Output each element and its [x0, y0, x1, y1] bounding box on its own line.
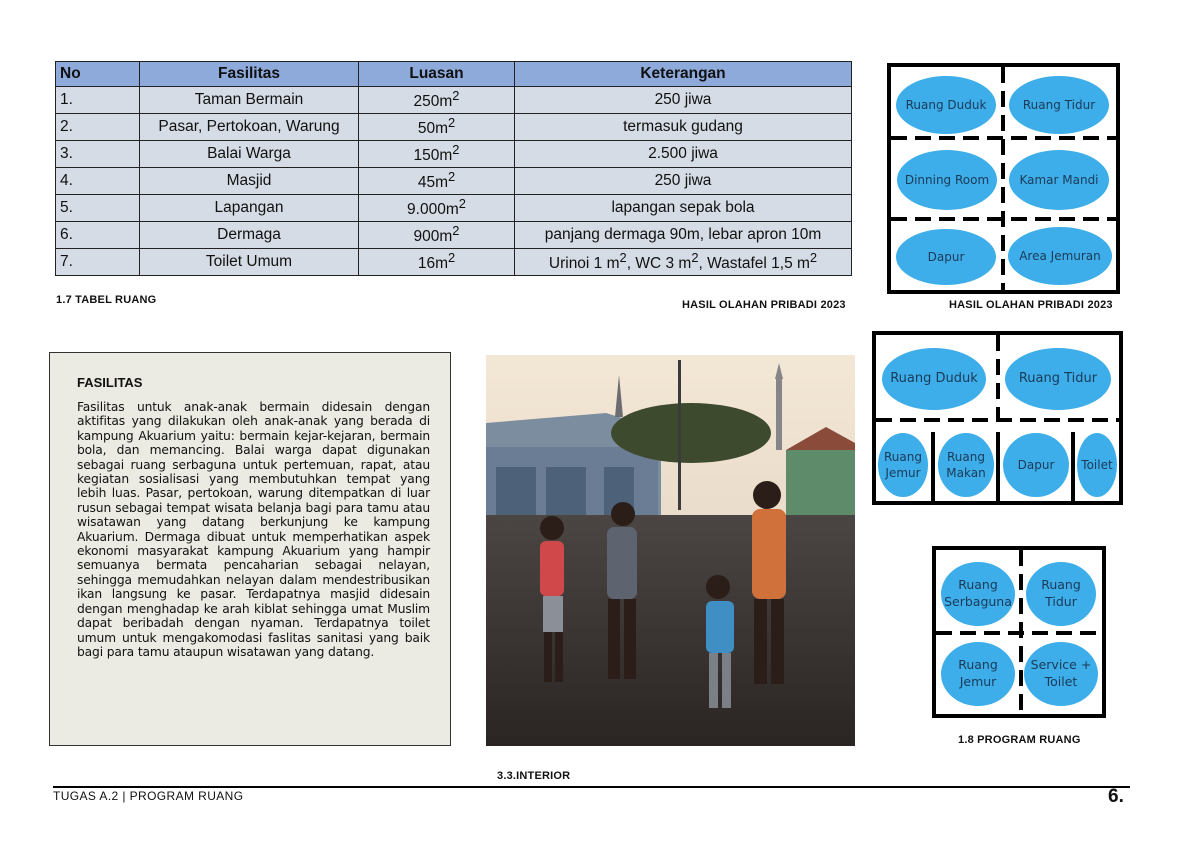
cell-facility: Dermaga [140, 222, 359, 249]
room-ruang-duduk: Ruang Duduk [896, 76, 996, 134]
room-dapur: Dapur [896, 229, 996, 285]
table-header-row [56, 62, 852, 87]
table-row [56, 114, 852, 141]
table-row [56, 222, 852, 249]
cell-no: 7. [56, 249, 140, 276]
cell-note: panjang dermaga 90m, lebar apron 10m [515, 222, 852, 249]
room-ruang-serbaguna: Ruang Serbaguna [941, 562, 1015, 626]
floor-plan-3 [932, 546, 1106, 718]
cell-area: $50m^2$ [359, 114, 515, 141]
room-toilet: Toilet [1077, 433, 1117, 497]
room-ruang-tidur: Ruang Tidur [1026, 562, 1096, 626]
cell-facility: Masjid [140, 168, 359, 195]
footer-title: TUGAS A.2 | PROGRAM RUANG [53, 789, 244, 803]
room-service-toilet: Service + Toilet [1024, 642, 1098, 706]
table-row [56, 249, 852, 276]
table-row [56, 195, 852, 222]
cell-note: Urinoi 1 $m^2$, WC 3 $m^2$, Wastafel 1,5 $m^2$ [515, 249, 852, 276]
cell-note: lapangan sepak bola [515, 195, 852, 222]
cell-area: $900m^2$ [359, 222, 515, 249]
cell-no: 4. [56, 168, 140, 195]
cell-no: 6. [56, 222, 140, 249]
table-caption: 1.7 TABEL RUANG [56, 294, 157, 306]
header-note: Keterangan [515, 62, 852, 87]
table-row [56, 87, 852, 114]
cell-no: 3. [56, 141, 140, 168]
room-ruang-jemur: Ruang Jemur [878, 433, 928, 497]
cell-facility: Toilet Umum [140, 249, 359, 276]
program-caption: 1.8 PROGRAM RUANG [958, 734, 1081, 746]
room-dinning-room: Dinning Room [897, 150, 997, 210]
room-kamar-mandi: Kamar Mandi [1009, 150, 1109, 210]
cell-no: 5. [56, 195, 140, 222]
room-ruang-makan: Ruang Makan [938, 433, 994, 497]
room-ruang-tidur: Ruang Tidur [1005, 348, 1111, 410]
cell-no: 2. [56, 114, 140, 141]
room-ruang-duduk: Ruang Duduk [882, 348, 986, 410]
room-dapur: Dapur [1003, 433, 1069, 497]
cell-facility: Lapangan [140, 195, 359, 222]
table-row [56, 168, 852, 195]
cell-area: $250m^2$ [359, 87, 515, 114]
cell-facility: Pasar, Pertokoan, Warung [140, 114, 359, 141]
cell-facility: Balai Warga [140, 141, 359, 168]
cell-note: termasuk gudang [515, 114, 852, 141]
header-no: No [56, 62, 140, 87]
panel-body: Fasilitas untuk anak-anak bermain didesain dengan aktifitas yang dilakukan oleh anak-anak yang berada di kampung Akuarium yaitu: bermain kejar-kejaran, bermain bola, dan memancing. Balai warga dapat digunakan sebagai ruang serbaguna untuk pertemuan, rapat, atau kegiatan sosialisasi yang membutuhkan tempat yang lebih luas. Pasar, pertokoan, warung ditempatkan di luar rusun sebagai tempat wisata belanja bagi para tamu atau wisatawan yang datang berkunjung ke kampung Akuarium. Dermaga dibuat untuk memperhatikan aspek ekonomi masyarakat kampung Akuarium yang hampir semuanya bermata pencaharian sebagai nelayan, sehingga memudahkan nelayan dalam mendestribusikan ikan langsung ke pasar. Terdapatnya masjid didesain dengan menghadap ke arah kiblat sehingga umat Muslim dapat beribadah dengan nyaman. Terdapatnya toilet umum untuk mengakomodasi faslitas sanitasi yang baik bagi para tamu ataupun wisatawan yang datang. [77, 400, 430, 659]
header-area: Luasan [359, 62, 515, 87]
cell-no: 1. [56, 87, 140, 114]
panel-heading: FASILITAS [77, 375, 143, 390]
cell-area: $150m^2$ [359, 141, 515, 168]
floor-plan-1 [887, 63, 1120, 294]
facility-table [55, 61, 852, 276]
table-source: HASIL OLAHAN PRIBADI 2023 [682, 299, 846, 311]
cell-facility: Taman Bermain [140, 87, 359, 114]
header-facility: Fasilitas [140, 62, 359, 87]
photo-caption: 3.3.INTERIOR [497, 770, 571, 782]
footer-divider [53, 786, 1130, 788]
photo-children-playing [486, 355, 855, 746]
facility-text-panel [49, 352, 451, 746]
cell-note: 250 jiwa [515, 87, 852, 114]
cell-note: 2.500 jiwa [515, 141, 852, 168]
room-ruang-jemur: Ruang Jemur [941, 642, 1015, 706]
cell-area: $9.000m^2$ [359, 195, 515, 222]
room-ruang-tidur: Ruang Tidur [1009, 76, 1109, 134]
page-number: 6. [1108, 786, 1124, 807]
floor-plan-2 [872, 331, 1123, 505]
plan1-source: HASIL OLAHAN PRIBADI 2023 [949, 299, 1113, 311]
cell-area: $45m^2$ [359, 168, 515, 195]
cell-note: 250 jiwa [515, 168, 852, 195]
table-row [56, 141, 852, 168]
cell-area: $16m^2$ [359, 249, 515, 276]
room-area-jemuran: Area Jemuran [1008, 227, 1112, 285]
